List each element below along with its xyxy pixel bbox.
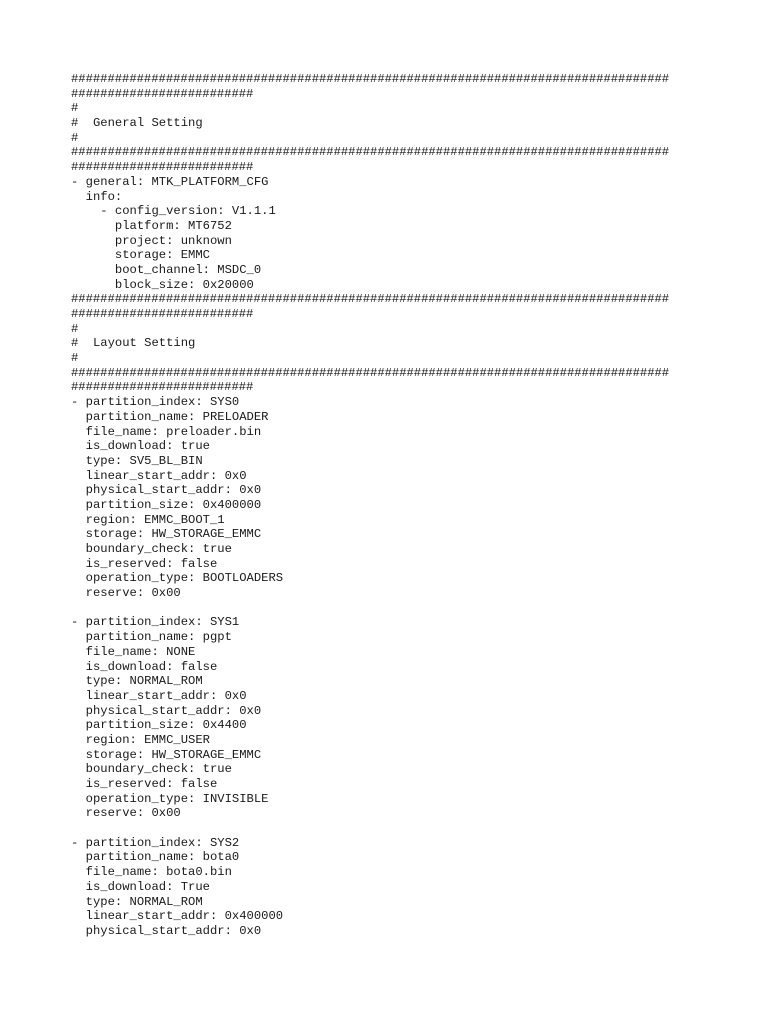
field-line: partition_size: 0x400000	[71, 497, 262, 512]
field-line: type: NORMAL_ROM	[71, 894, 203, 909]
field-line: is_download: True	[71, 879, 210, 894]
field-line: physical_start_addr: 0x0	[71, 923, 262, 938]
field-line: linear_start_addr: 0x0	[71, 688, 247, 703]
comment-line: #	[71, 101, 79, 116]
section-entry-line: - partition_index: SYS1	[71, 615, 240, 630]
field-line: project: unknown	[71, 233, 232, 248]
field-line: linear_start_addr: 0x0	[71, 468, 247, 483]
comment-line: #	[71, 321, 79, 336]
field-line: partition_size: 0x4400	[71, 718, 247, 733]
field-line: block_size: 0x20000	[71, 277, 254, 292]
field-line: storage: HW_STORAGE_EMMC	[71, 747, 262, 762]
comment-rule-line: #########################	[71, 160, 254, 175]
comment-rule-line: ##################################################################################	[71, 145, 670, 160]
field-line: boundary_check: true	[71, 762, 232, 777]
field-line: operation_type: BOOTLOADERS	[71, 571, 284, 586]
comment-line: #	[71, 130, 79, 145]
comment-line: # Layout Setting	[71, 336, 196, 351]
field-line: type: SV5_BL_BIN	[71, 453, 203, 468]
field-line: partition_name: pgpt	[71, 630, 232, 645]
field-line: type: NORMAL_ROM	[71, 674, 203, 689]
comment-rule-line: #########################	[71, 380, 254, 395]
field-line: physical_start_addr: 0x0	[71, 703, 262, 718]
field-line: region: EMMC_BOOT_1	[71, 512, 225, 527]
field-line: region: EMMC_USER	[71, 732, 210, 747]
section-entry-line: - partition_index: SYS2	[71, 835, 240, 850]
field-line: file_name: NONE	[71, 644, 196, 659]
field-line: physical_start_addr: 0x0	[71, 483, 262, 498]
blank-line	[71, 821, 761, 836]
field-line: linear_start_addr: 0x400000	[71, 909, 284, 924]
field-line: boot_channel: MSDC_0	[71, 262, 262, 277]
field-line: - config_version: V1.1.1	[71, 204, 276, 219]
field-line: is_reserved: false	[71, 556, 218, 571]
section-entry-line: - partition_index: SYS0	[71, 395, 240, 410]
field-line: reserve: 0x00	[71, 586, 181, 601]
field-line: operation_type: INVISIBLE	[71, 791, 269, 806]
field-line: is_download: true	[71, 439, 210, 454]
blank-line	[71, 601, 761, 616]
field-line: partition_name: PRELOADER	[71, 409, 269, 424]
field-line: storage: EMMC	[71, 248, 210, 263]
comment-line: #	[71, 351, 79, 366]
comment-rule-line: #########################	[71, 307, 254, 321]
field-line: platform: MT6752	[71, 218, 232, 233]
field-line: is_download: false	[71, 659, 218, 674]
comment-line: # General Setting	[71, 116, 203, 131]
field-line: info:	[71, 189, 123, 204]
field-line: boundary_check: true	[71, 542, 232, 556]
field-line: reserve: 0x00	[71, 806, 181, 821]
comment-rule-line: #########################	[71, 86, 254, 101]
field-line: storage: HW_STORAGE_EMMC	[71, 527, 262, 542]
comment-rule-line: ##################################################################################	[71, 72, 670, 86]
field-line: is_reserved: false	[71, 777, 218, 791]
comment-rule-line: ##################################################################################	[71, 365, 670, 380]
field-line: file_name: preloader.bin	[71, 424, 262, 439]
comment-rule-line: ##################################################################################	[71, 292, 670, 307]
field-line: partition_name: bota0	[71, 850, 240, 865]
section-entry-line: - general: MTK_PLATFORM_CFG	[71, 174, 269, 189]
field-line: file_name: bota0.bin	[71, 865, 232, 880]
document-page	[71, 72, 761, 939]
